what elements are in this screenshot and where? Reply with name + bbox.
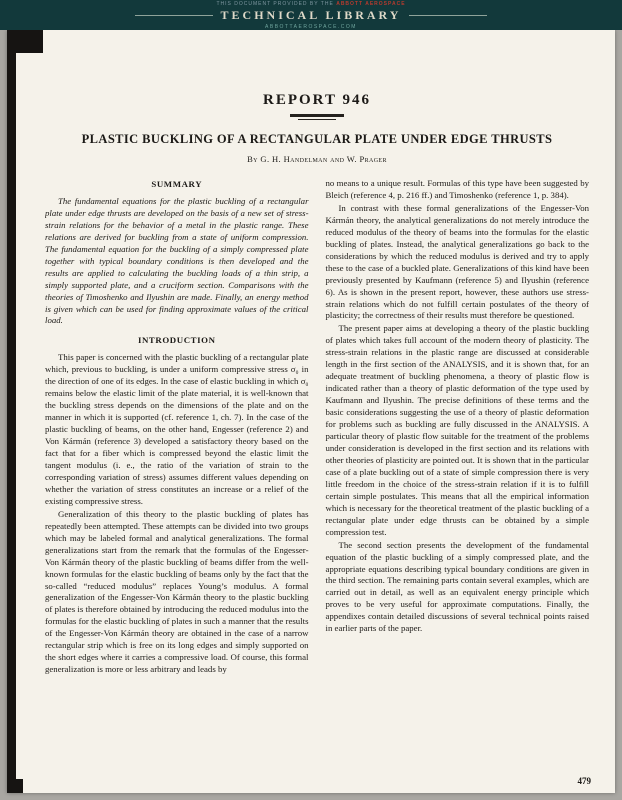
decorative-rule <box>45 114 589 120</box>
page-content <box>45 68 589 787</box>
scan-corner-artifact <box>7 30 43 53</box>
scan-edge-artifact <box>7 30 16 793</box>
body-paragraph: The present paper aims at developing a theory of the plastic buckling of plates which takes full account of the modern theory of plasticity. The stress-strain relations in the plastic range are discussed at considerable length in the first section of the ANALYSIS, and it is shown that, for an adequate treatment of buckling phenomena, a theory of plastic flow is indicated rather than a theory of plastic deformation of the type used by Kaufmann and Ilyushin. The precise definitions of these terms and the basic considerations suggesting the use of a theory of plastic deformation for problems such as buckling are fully discussed in the ANALYSIS. A particular theory of plastic flow suitable for the treatment of the problems under consideration is developed in the first section and its relations with other theories of plasticity are pointed out. It is shown that in the particular case of a plate buckling out of a state of simple compression there is very little freedom in the choice of the stress-strain relation if it is to fulfill certain simple postulates. This means that all the empirical information which is necessary for the theoretical treatment of the plastic buckling of a rectangular plate under edge thrusts can be obtained by a simple compression test. <box>325 323 589 537</box>
banner-provided-brand: ABBOTT AEROSPACE <box>336 0 406 7</box>
banner-right-rule <box>409 15 487 16</box>
left-column <box>45 178 309 768</box>
decorative-rule-thin <box>298 119 336 120</box>
report-number: REPORT 946 <box>263 92 371 108</box>
decorative-rule-thick <box>290 114 344 117</box>
banner-provided-line <box>216 1 405 7</box>
library-banner <box>0 0 622 30</box>
scan-corner-bottom-artifact <box>7 779 23 793</box>
banner-title-row <box>135 8 488 23</box>
banner-provided-prefix: THIS DOCUMENT PROVIDED BY THE <box>216 0 334 7</box>
page-number: 479 <box>577 776 591 786</box>
summary-heading: SUMMARY <box>151 179 203 189</box>
page-title: PLASTIC BUCKLING OF A RECTANGULAR PLATE UNDER EDGE THRUSTS <box>81 132 553 146</box>
banner-left-rule <box>135 15 213 16</box>
right-column <box>326 178 590 768</box>
introduction-heading: INTRODUCTION <box>137 335 216 346</box>
two-column-body <box>45 178 589 768</box>
body-paragraph: The second section presents the development of the fundamental equation of the plastic buckling of a simply compressed plate, and the appropriate equations describing typical boundary conditions are given in the third section. The remaining parts contain several examples, which are carried out in detail, as well as an equivalent energy principle which proves to be very useful for approximate computations. Finally, the appendixes contain detailed discussions of several technical points raised in earlier parts of the paper. <box>325 539 589 634</box>
byline: By G. H. Handelman and W. Prager <box>247 154 387 164</box>
body-paragraph: no means to a unique result. Formulas of this type have been suggested by Bleich (reference 4, p. 216 ff.) and Timoshenko (reference 1, p. 384). <box>325 178 589 200</box>
intro-paragraph: Generalization of this theory to the plastic buckling of plates has repeatedly been attempted. These attempts can be divided into two groups which may be labeled formal and analytical generalizations. The formal generalizations start from the remark that the formulas of the Engesser-Von Kármán theory of the plastic buckling of beams differ from the well-known formulas for the elastic buckling of beams only by the fact that the so-called “reduced modulus” replaces Young’s modulus. A formal generalization of the Engesser-Von Kármán theory to the plastic buckling of plates is therefore obtained by introducing the reduced modulus into the formulas for the elastic buckling of plates in such a manner that the results of the Engesser-Von Kármán theory are obtained in the case of a narrow rectangular strip which is free on its long edges and simply supported on the short edges where it carries a compressive load. Of course, this formal generalization is more or less arbitrary and leads by <box>45 508 309 675</box>
intro-paragraph: This paper is concerned with the plastic buckling of a rectangular plate which, previous to buckling, is under a uniform compressive stress σ₀ in the direction of one of its edges. In the case of elastic buckling in which σ₀ remains below the elastic limit of the plate material, it is well-known that the buckling stress depends on the dimensions of the plate and on the manner in which it is supported (cf. reference 1, ch. 7). In the case of the plastic buckling of beams, on the other hand, Engesser (reference 2) and Von Kármán (reference 3) developed a satisfactory theory based on the fact that for a fiber which is compressed beyond the elastic limit the tangent modulus (i. e., the ratio of the variation of strain to the corresponding variation of stress) assumes different values depending on whether the variation of stress constitutes an increase or a relief of the existing compressive stress. <box>45 352 309 506</box>
summary-text: The fundamental equations for the plastic buckling of a rectangular plate under edge thrusts are developed on the basis of a new set of stress-strain relations for the behavior of a metal in the plastic range. These relations are derived for buckling from a state of uniform compression. The fundamental equation for the buckling of a simply compressed plate together with typical boundary conditions is then developed and the results are applied to calculating the buckling loads of a thin strip, a simply supported plate, and a cruciform section. Comparisons with the theories of Timoshenko and Ilyushin are made. Finally, an energy method is given which can be used for finding approximate values of the critical load. <box>45 195 309 326</box>
banner-title: TECHNICAL LIBRARY <box>220 7 402 22</box>
body-paragraph: In contrast with these formal generalizations of the Engesser-Von Kármán theory, the analytical generalizations do not merely introduce the reduced modulus of the theory of beams into the formulas for the elastic buckling of plates. Instead, the analytical generalizations go back to the considerations by which the reduced modulus is derived and try to apply these to the case of a buckled plate. Generalizations of this kind have been previously presented by Kaufmann (reference 5) and Ilyushin (reference 6). As is shown in the present report, however, these authors use stress-strain relations which do not fulfill certain postulates of the theory of plasticity; the correctness of their results must therefore be questioned. <box>325 202 589 321</box>
banner-url[interactable]: ABBOTTAEROSPACE.COM <box>265 23 357 30</box>
scanned-page <box>7 30 615 793</box>
